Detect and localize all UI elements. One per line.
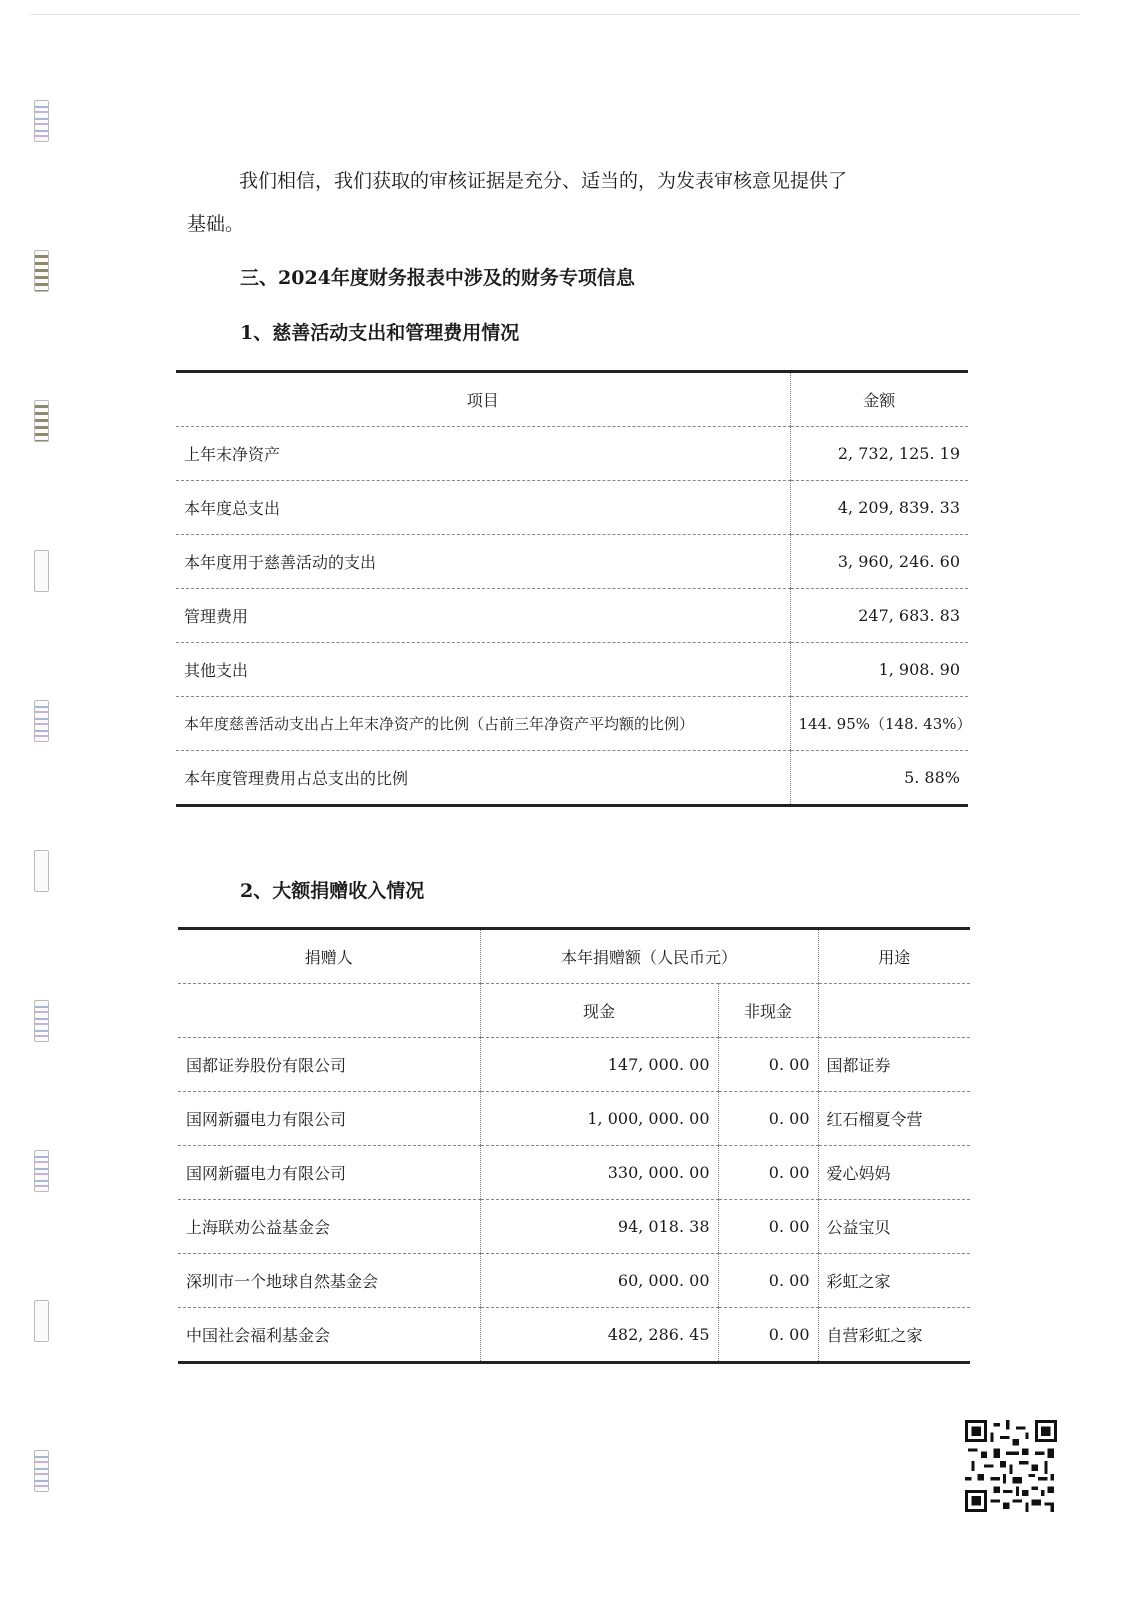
- table-row: [178, 1146, 970, 1200]
- row-donor: 深圳市一个地球自然基金会: [178, 1254, 480, 1308]
- binding-hole-mark: [34, 700, 49, 742]
- row-cash: 60, 000. 00: [480, 1254, 718, 1308]
- row-item: 本年度总支出: [176, 481, 790, 535]
- intro-line-2: 基础。: [187, 213, 245, 235]
- column-header-cash: 现金: [480, 984, 718, 1038]
- binding-hole-mark: [34, 1450, 49, 1492]
- table-row: [176, 751, 968, 806]
- column-header-amount: 金额: [790, 372, 968, 427]
- row-cash: 94, 018. 38: [480, 1200, 718, 1254]
- table-row: [176, 427, 968, 481]
- row-donor: 国网新疆电力有限公司: [178, 1146, 480, 1200]
- large-donation-table: [178, 927, 970, 1364]
- row-purpose: 红石榴夏令营: [818, 1092, 970, 1146]
- row-noncash: 0. 00: [718, 1200, 818, 1254]
- table-row: [178, 1308, 970, 1363]
- table-row: [176, 697, 968, 751]
- column-header-item: 项目: [176, 372, 790, 427]
- row-amount: 247, 683. 83: [790, 589, 968, 643]
- row-item: 本年度用于慈善活动的支出: [176, 535, 790, 589]
- column-header-donor: 捐赠人: [178, 929, 480, 984]
- row-item: 管理费用: [176, 589, 790, 643]
- binding-hole-mark: [34, 400, 49, 442]
- section-heading: 三、2024年度财务报表中涉及的财务专项信息: [240, 267, 635, 289]
- row-purpose: 彩虹之家: [818, 1254, 970, 1308]
- table-row: [176, 643, 968, 697]
- subheader-empty: [178, 984, 480, 1038]
- row-purpose: 爱心妈妈: [818, 1146, 970, 1200]
- binding-hole-mark: [34, 550, 49, 592]
- row-noncash: 0. 00: [718, 1254, 818, 1308]
- row-amount: 3, 960, 246. 60: [790, 535, 968, 589]
- intro-paragraph: [187, 160, 947, 246]
- row-noncash: 0. 00: [718, 1092, 818, 1146]
- table-row: [178, 1092, 970, 1146]
- row-item: 本年度慈善活动支出占上年末净资产的比例（占前三年净资产平均额的比例）: [176, 697, 790, 751]
- row-item: 本年度管理费用占总支出的比例: [176, 751, 790, 806]
- row-amount: 1, 908. 90: [790, 643, 968, 697]
- row-noncash: 0. 00: [718, 1308, 818, 1363]
- row-donor: 上海联劝公益基金会: [178, 1200, 480, 1254]
- row-purpose: 国都证券: [818, 1038, 970, 1092]
- table-row: [178, 1254, 970, 1308]
- binding-hole-mark: [34, 1150, 49, 1192]
- row-cash: 1, 000, 000. 00: [480, 1092, 718, 1146]
- table-row: [176, 481, 968, 535]
- column-header-noncash: 非现金: [718, 984, 818, 1038]
- subheader-empty: [818, 984, 970, 1038]
- qr-code-icon: [965, 1420, 1057, 1512]
- table-row: [178, 1038, 970, 1092]
- scan-edge-line: [30, 14, 1080, 15]
- row-cash: 147, 000. 00: [480, 1038, 718, 1092]
- row-purpose: 公益宝贝: [818, 1200, 970, 1254]
- row-amount: 4, 209, 839. 33: [790, 481, 968, 535]
- intro-line-1: 我们相信，我们获取的审核证据是充分、适当的，为发表审核意见提供了: [239, 170, 848, 192]
- binding-hole-mark: [34, 250, 49, 292]
- row-cash: 330, 000. 00: [480, 1146, 718, 1200]
- row-item: 其他支出: [176, 643, 790, 697]
- binding-hole-mark: [34, 1000, 49, 1042]
- binding-hole-mark: [34, 100, 49, 142]
- row-donor: 国网新疆电力有限公司: [178, 1092, 480, 1146]
- row-amount: 5. 88%: [790, 751, 968, 806]
- table-row: [178, 1200, 970, 1254]
- row-noncash: 0. 00: [718, 1038, 818, 1092]
- row-purpose: 自营彩虹之家: [818, 1308, 970, 1363]
- table-header-row: [176, 372, 968, 427]
- row-donor: 国都证券股份有限公司: [178, 1038, 480, 1092]
- row-amount: 2, 732, 125. 19: [790, 427, 968, 481]
- row-donor: 中国社会福利基金会: [178, 1308, 480, 1363]
- row-cash: 482, 286. 45: [480, 1308, 718, 1363]
- column-header-donation-amount: 本年捐赠额（人民币元）: [480, 929, 818, 984]
- charity-expense-table: [176, 370, 972, 807]
- table2-heading: 2、大额捐赠收入情况: [240, 880, 425, 902]
- table-header-row: [178, 929, 970, 984]
- table-subheader-row: [178, 984, 970, 1038]
- table-row: [176, 535, 968, 589]
- binding-hole-mark: [34, 850, 49, 892]
- table-row: [176, 589, 968, 643]
- binding-hole-mark: [34, 1300, 49, 1342]
- column-header-purpose: 用途: [818, 929, 970, 984]
- table1-heading: 1、慈善活动支出和管理费用情况: [240, 322, 520, 344]
- row-noncash: 0. 00: [718, 1146, 818, 1200]
- row-amount: 144. 95%（148. 43%）: [790, 697, 968, 751]
- row-item: 上年末净资产: [176, 427, 790, 481]
